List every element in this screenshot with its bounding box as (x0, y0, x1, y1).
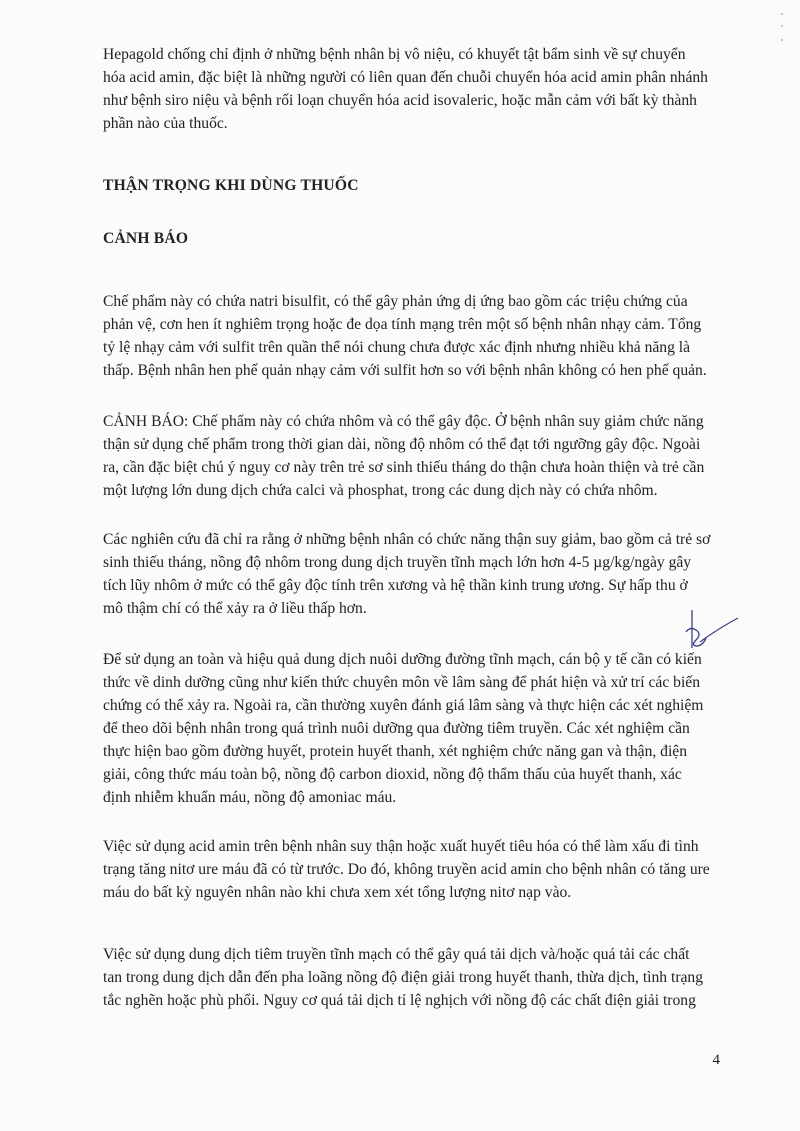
text-line: Các nghiên cứu đã chỉ ra rằng ở những bệnh nhân có chức năng thận suy giảm, bao gồm cả trẻ sơ (103, 531, 711, 548)
text-line: thấp. Bệnh nhân hen phế quản nhạy cảm với sulfit hơn so với bệnh nhân không có hen phế quản. (103, 362, 707, 379)
text-line: ra, cần đặc biệt chú ý nguy cơ này trên trẻ sơ sinh thiếu tháng do thận chưa hoàn thiện và trẻ cần (103, 459, 705, 476)
fluid-overload-paragraph (103, 943, 735, 1012)
text-line: Việc sử dụng acid amin trên bệnh nhân suy thận hoặc xuất huyết tiêu hóa có thể làm xấu đi tình (103, 838, 699, 855)
aluminum-warning-paragraph (103, 410, 735, 502)
precautions-heading: THẬN TRỌNG KHI DÙNG THUỐC (103, 177, 359, 194)
text-line: sinh thiếu tháng, nồng độ nhôm trong dung dịch truyền tĩnh mạch lớn hơn 4-5 µg/kg/ngày gây (103, 554, 692, 571)
text-line: máu do bất kỳ nguyên nhân nào khi chưa xem xét tổng lượng nitơ nạp vào. (103, 884, 572, 901)
text-line: phản vệ, cơn hen ít nghiêm trọng hoặc đe dọa tính mạng trên một số bệnh nhân nhạy cảm. Tổng (103, 316, 702, 333)
text-line: tích lũy nhôm ở mức có thể gây độc tính trên xương và hệ thần kinh trung ương. Sự hấp thu ở (103, 577, 688, 594)
contraindication-paragraph (103, 43, 735, 135)
text-line: một lượng lớn dung dịch chứa calci và phosphat, trong các dung dịch này có chứa nhôm. (103, 482, 658, 499)
text-line: hóa acid amin, đặc biệt là những người có liên quan đến chuỗi chuyển hóa acid amin phân nhánh (103, 69, 708, 86)
corner-dot-marks (776, 8, 788, 48)
parenteral-nutrition-paragraph (103, 648, 735, 809)
text-line: Chế phẩm này có chứa natri bisulfit, có thể gây phản ứng dị ứng bao gồm các triệu chứng của (103, 293, 688, 310)
text-line: tắc nghẽn hoặc phù phổi. Nguy cơ quá tải dịch tỉ lệ nghịch với nồng độ các chất điện giải trong (103, 992, 696, 1009)
text-line: như bệnh siro niệu và bệnh rối loạn chuyển hóa acid isovaleric, hoặc mẫn cảm với bất kỳ thành (103, 92, 697, 109)
text-line: mô thậm chí có thể xảy ra ở liều thấp hơn. (103, 600, 367, 617)
text-line: tan trong dung dịch dẫn đến pha loãng nồng độ điện giải trong huyết thanh, thừa dịch, tình trạng (103, 969, 704, 986)
text-line: thận sử dụng chế phẩm trong thời gian dài, nồng độ nhôm có thể đạt tới ngưỡng gây độc. Ngoài (103, 436, 701, 453)
text-line: chứng có thể xảy ra. Ngoài ra, cần thường xuyên đánh giá lâm sàng và thực hiện các xét nghiệm (103, 697, 704, 714)
aluminum-studies-paragraph (103, 528, 735, 620)
page-number: 4 (712, 1052, 720, 1068)
text-line: Để sử dụng an toàn và hiệu quả dung dịch nuôi dưỡng đường tĩnh mạch, cán bộ y tế cần có kiến (103, 651, 702, 668)
renal-failure-paragraph (103, 835, 735, 904)
text-line: thực hiện bao gồm đường huyết, protein huyết thanh, xét nghiệm chức năng gan và thận, điện (103, 743, 688, 760)
text-line: Hepagold chống chỉ định ở những bệnh nhân bị vô niệu, có khuyết tật bẩm sinh về sự chuyển (103, 46, 686, 63)
text-line: trạng tăng nitơ ure máu đã có từ trước. Do đó, không truyền acid amin cho bệnh nhân có tăng ure (103, 861, 710, 878)
sulfite-warning-paragraph (103, 290, 735, 382)
warning-heading: CẢNH BÁO (103, 230, 189, 247)
text-line: giải, công thức máu toàn bộ, nồng độ carbon dioxid, nồng độ thẩm thấu của huyết thanh, xác (103, 766, 682, 783)
text-line: để theo dõi bệnh nhân trong quá trình nuôi dưỡng qua đường tiêm truyền. Các xét nghiệm cần (103, 720, 690, 737)
text-line: Việc sử dụng dung dịch tiêm truyền tĩnh mạch có thể gây quá tải dịch và/hoặc quá tải các chất (103, 946, 690, 963)
text-line: thức về dinh dưỡng cũng như kiến thức chuyên môn về lâm sàng để phát hiện và xử trí các biến (103, 674, 700, 691)
text-line: CẢNH BÁO: Chế phẩm này có chứa nhôm và có thể gây độc. Ở bệnh nhân suy giảm chức năng (103, 413, 704, 430)
text-line: định nhiễm khuẩn máu, nồng độ amoniac máu. (103, 789, 397, 806)
text-line: phần nào của thuốc. (103, 115, 228, 132)
text-line: tỷ lệ nhạy cảm với sulfit trên quần thể nói chung chưa được xác định nhưng nhiều khả năng là (103, 339, 691, 356)
